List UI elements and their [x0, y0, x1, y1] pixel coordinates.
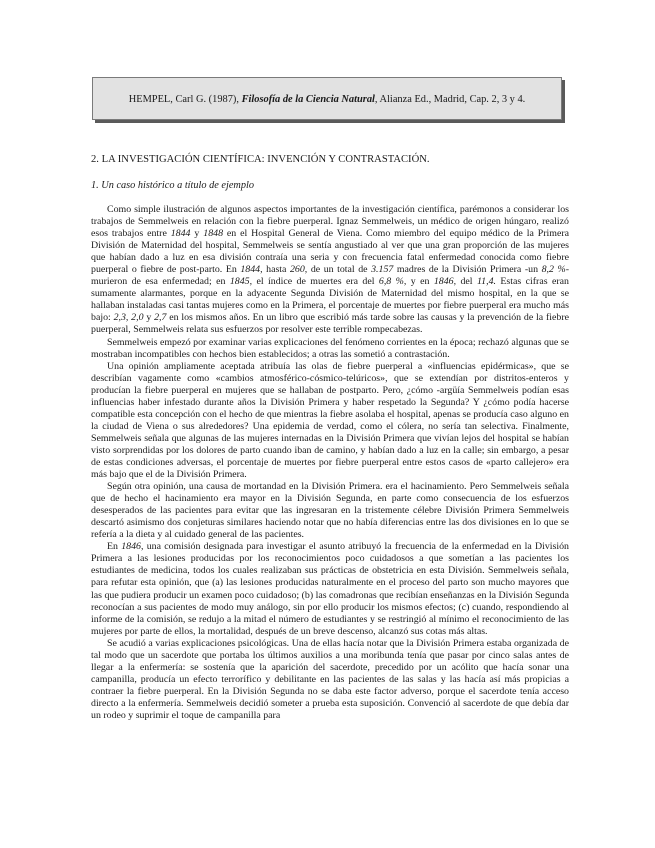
italic-run: 8,2 %	[541, 264, 566, 276]
citation-title: Filosofía de la Ciencia Natural	[241, 94, 375, 105]
subsection-heading: 1. Un caso histórico a título de ejemplo	[91, 180, 255, 191]
text-run: y	[190, 228, 204, 240]
text-run: , hasta	[260, 264, 290, 276]
italic-run: 1846	[121, 541, 141, 553]
text-run: Estas cifras eran sumamente alarmantes, porque en la adyacente Segunda División de Maternidad del mismo hospital, en la que se hallaban instaladas casi tantas mujeres como en la Primera, el porcentaje de muertes por fiebre puerperal era mucho más bajo:	[91, 276, 569, 324]
italic-run: 260,	[289, 264, 308, 276]
text-run: del	[456, 276, 477, 288]
italic-run: 1848	[203, 228, 223, 240]
italic-run: 11,4.	[476, 276, 496, 288]
italic-run: 6,8 %	[378, 276, 404, 288]
italic-run: 1846,	[433, 276, 457, 288]
body-paragraph	[91, 204, 569, 337]
italic-run: 1844	[240, 264, 261, 276]
text-run: Se acudió a varias explicaciones psicológicas. Una de ellas hacía notar que la División Primera estaba organizada de tal modo que un sacerdote que portaba los últimos auxilios a una moribunda tenía que pasar por cinco salas antes de llegar a la enfermería: se sostenía que la aparición del sacerdote, precedido por un acólito que hacía sonar una campanilla, producía un efecto terrorífico y debilitante en las pacientes de las salas y las hacía así más propicias a contraer la fiebre puerperal. En la División Segunda no se daba este factor adverso, porque el sacerdote tenía acceso directo a la enfermería. Semmelweis decidió someter a prueba esta suposición. Convenció al sacerdote de que debía dar un rodeo y suprimir el toque de campanilla para	[91, 637, 569, 721]
text-run: Según otra opinión, una causa de mortandad en la División Primera. era el hacinamiento. Pero Semmelweis señala que de hecho el hacinamiento era mayor en la División Segunda, en parte como consecuencia de los esfuerzos desesperados de las pacientes para evitar que las ingresaran en la tristemente célebre División Primera Semmelweis descartó asimismo dos conjeturas similares haciendo notar que no había diferencias entre las dos divisiones en lo que se refería a la dieta y al cuidado general de las pacientes.	[91, 481, 569, 541]
text-run: en el Hospital General de Viena. Como miembro del equipo médico de la Primera División de Maternidad del hospital, Semmelweis se sentía angustiado al ver que una gran proporción de las mujeres que habían dado a luz en esa división contraía una seria y con frecuencia fatal enfermedad conocida como fiebre puerperal o fiebre de post-parto. En	[91, 228, 569, 276]
italic-run: 1845,	[229, 276, 253, 288]
text-run: , y en	[403, 276, 434, 288]
citation-author: HEMPEL, Carl G. (1987),	[128, 94, 242, 105]
text-run: de un total de	[307, 264, 372, 276]
italic-run: 2,3, 2,0	[113, 312, 144, 324]
text-run: en los mismos años. En un libro que escribió más tarde sobre las causas y la prevención de la fiebre puerperal, Semmelweis relata sus esfuerzos por resolver este terrible rompecabezas.	[91, 312, 569, 336]
text-run: madres de la División Primera -un	[393, 264, 542, 276]
body-text	[91, 204, 569, 722]
text-run: el índice de muertes era del	[252, 276, 379, 288]
section-heading: 2. LA INVESTIGACIÓN CIENTÍFICA: INVENCIÓN Y CONTRASTACIÓN.	[91, 154, 430, 165]
body-paragraph	[91, 361, 569, 481]
italic-run: 3.157	[371, 264, 394, 276]
text-run: y	[143, 312, 155, 324]
text-run: - murieron de esa enfermedad; en	[91, 264, 569, 288]
text-run: , una comisión designada para investigar el asunto atribuyó la frecuencia de la enfermedad en la División Primera a las lesiones producidas por los reconocimientos poco cuidadosos a que sometían a las pacientes los estudiantes de medicina, todos los cuales realizaban sus prácticas de obstetricia en esta División. Semmelweis señala, para refutar esta opinión, que (a) las lesiones producidas naturalmente en el proceso del parto son mucho mayores que las que pudiera producir un examen poco cuidadoso; (b) las comadronas que recibían enseñanzas en la División Segunda reconocían a sus pacientes de modo muy análogo, sin por ello producir los mismos efectos; (c) cuando, respondiendo al informe de la comisión, se redujo a la mitad el número de estudiantes y se restringió al mínimo el reconocimiento de las mujeres por parte de ellos, la mortalidad, después de un breve descenso, alcanzó sus cotas más altas.	[91, 541, 569, 637]
text-run: Semmelweis empezó por examinar varias explicaciones del fenómeno corrientes en la época; rechazó algunas que se mostraban incompatibles con hechos bien establecidos; a otras las sometió a contrastación.	[91, 336, 569, 360]
text-run: Una opinión ampliamente aceptada atribuía las olas de fiebre puerperal a «influencias epidérmicas», que se describían vagamente como «cambios atmosférico-cósmico-telúricos», que se extendían por distritos-enteros y producían la fiebre puerperal en mujeres que se hallaban de postparto. Pero, ¿cómo -argüía Semmelweis podían esas influencias haber infestado durante años la División Primera y haber respetado la Segunda? Y ¿cómo podía hacerse compatible esta concepción con el hecho de que mientras la fiebre asolaba el hospital, apenas se producía caso alguno en la ciudad de Viena o sus alrededores? Una epidemia de verdad, como el cólera, no sería tan selectiva. Finalmente, Semmelweis señala que algunas de las mujeres internadas en la División Primera que vivían lejos del hospital se habían visto sorprendidas por los dolores de parto cuando iban de camino, y habían dado a luz en la calle; sin embargo, a pesar de estas condiciones adversas, el porcentaje de muertes por fiebre puerperal entre estos casos de «parto callejero» era más bajo que el de la División Primera.	[91, 360, 569, 481]
body-paragraph	[91, 481, 569, 541]
body-paragraph	[91, 541, 569, 637]
citation-publisher: , Alianza Ed., Madrid, Cap. 2, 3 y 4.	[374, 94, 526, 105]
italic-run: 1844	[170, 228, 191, 240]
text-run: En	[107, 541, 122, 553]
italic-run: 2,7	[154, 312, 167, 324]
text-run: Como simple ilustración de algunos aspectos importantes de la investigación científica, parémonos a considerar los trabajos de Semmelweis en relación con la fiebre puerperal. Ignaz Semmelweis, un médico de origen húngaro, realizó esos trabajos entre	[91, 204, 569, 240]
body-paragraph	[91, 337, 569, 361]
citation-box	[92, 77, 562, 120]
body-paragraph	[91, 638, 569, 722]
